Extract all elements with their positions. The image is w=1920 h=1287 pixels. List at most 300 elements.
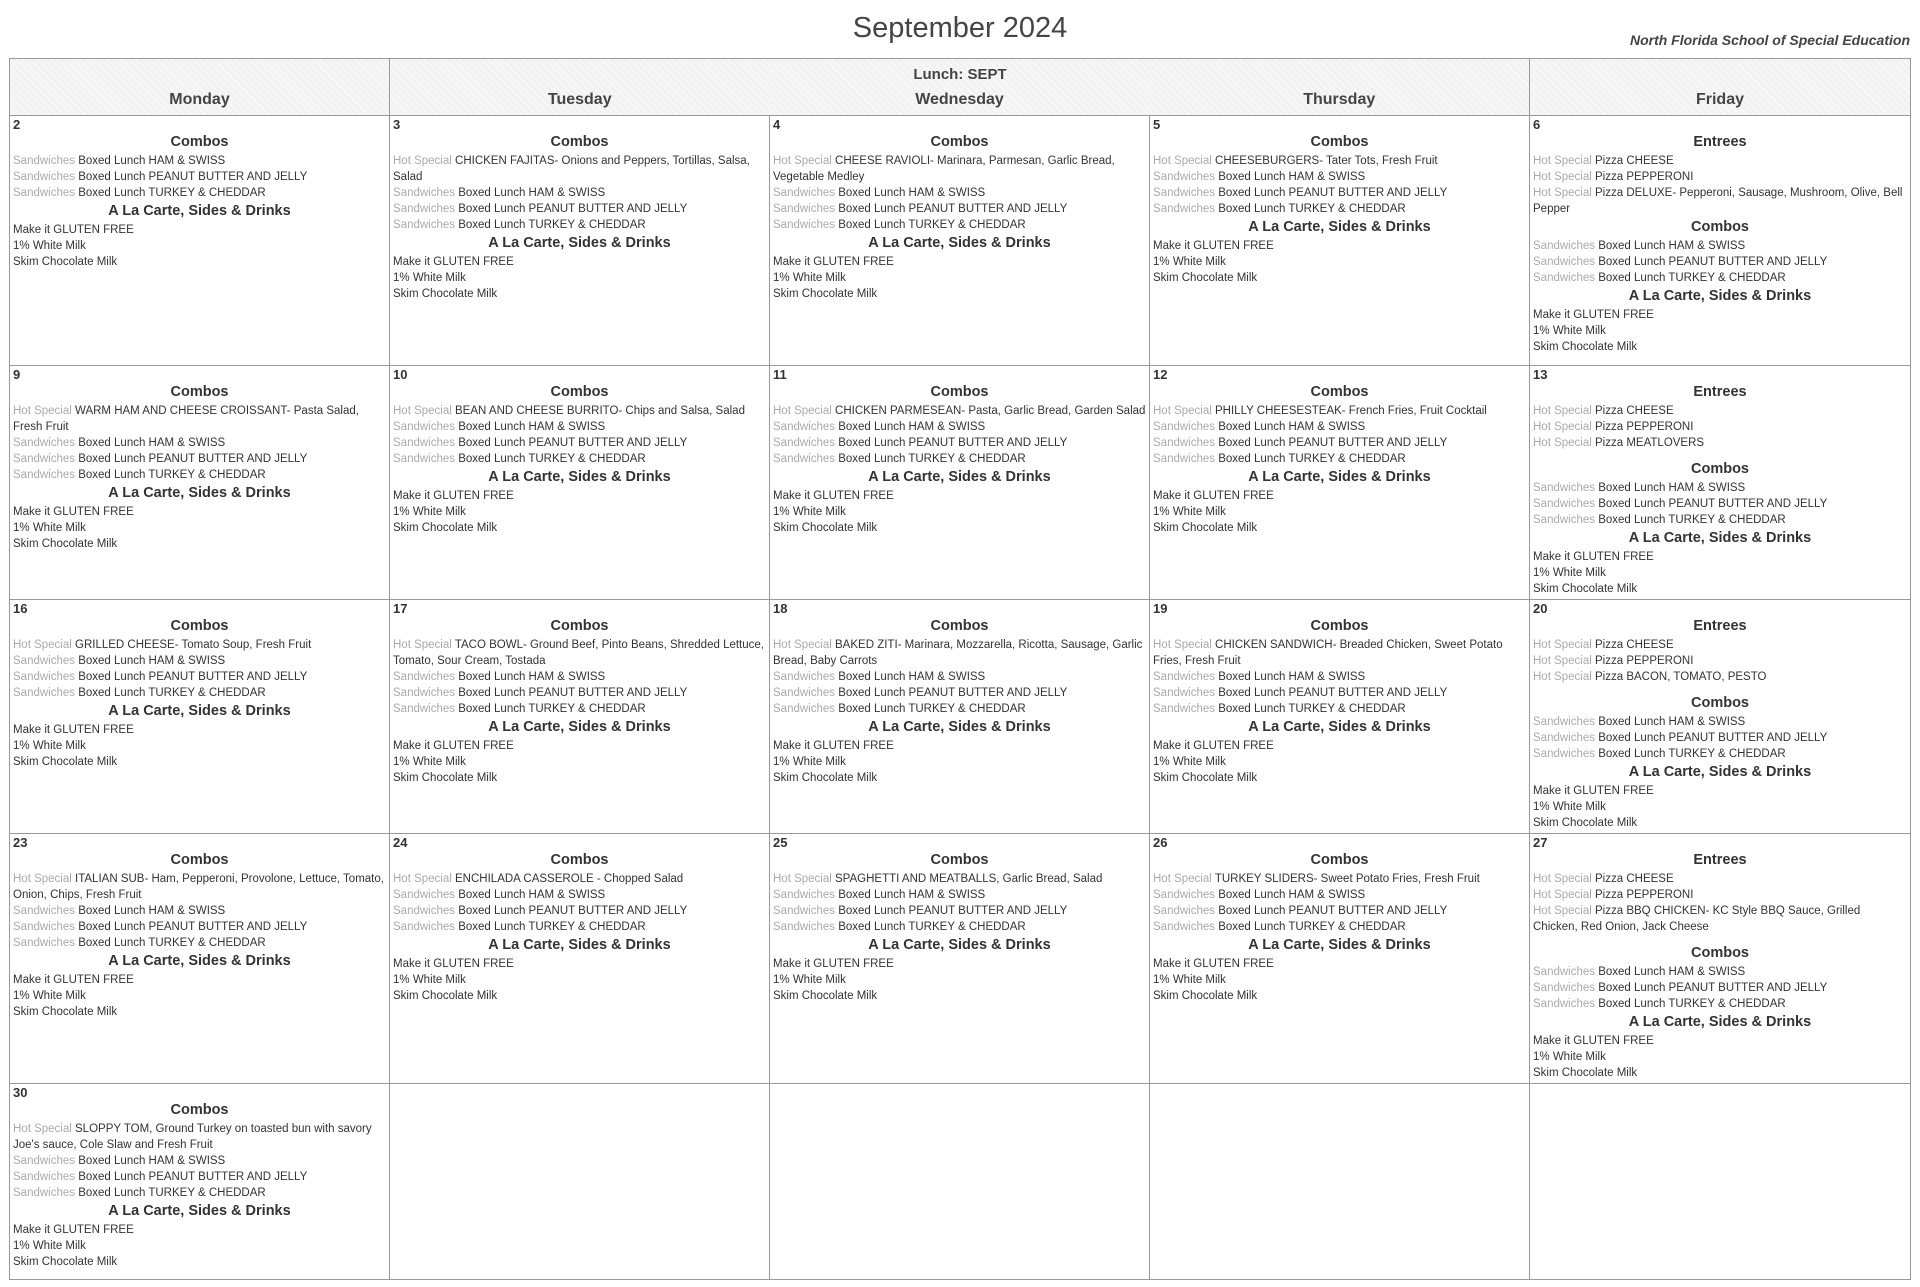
item-text: Boxed Lunch TURKEY & CHEDDAR — [1218, 203, 1406, 215]
page-title: September 2024 — [852, 12, 1068, 44]
alacarte-item: 1% White Milk — [1153, 974, 1226, 986]
menu-item — [1533, 637, 1907, 653]
item-text: Boxed Lunch HAM & SWISS — [1598, 240, 1746, 252]
calendar-table — [9, 58, 1911, 1280]
section-heading-alacarte: A La Carte, Sides & Drinks — [1628, 288, 1812, 304]
day-cell — [1530, 366, 1911, 600]
alacarte-item: 1% White Milk — [1533, 567, 1606, 579]
item-category: Sandwiches — [773, 453, 836, 465]
section-heading-combos: Combos — [1310, 134, 1369, 150]
day-cell — [1150, 116, 1530, 366]
section-heading-combos: Combos — [930, 134, 989, 150]
alacarte-item: Skim Chocolate Milk — [13, 538, 118, 550]
section-heading-combos: Combos — [550, 618, 609, 634]
day-cell — [770, 834, 1150, 1084]
item-category: Sandwiches — [1153, 171, 1216, 183]
menu-item — [1533, 996, 1907, 1012]
menu-item — [393, 451, 766, 467]
item-category: Hot Special — [1533, 671, 1592, 683]
item-category: Sandwiches — [1533, 514, 1596, 526]
menu-item — [393, 669, 766, 685]
item-text: WARM HAM AND CHEESE CROISSANT- Pasta Salad, Fresh Fruit — [13, 405, 359, 433]
item-text: Boxed Lunch TURKEY & CHEDDAR — [838, 219, 1026, 231]
item-category: Hot Special — [1533, 405, 1592, 417]
item-text: BEAN AND CHEESE BURRITO- Chips and Salsa, Salad — [455, 405, 745, 417]
alacarte-item: Skim Chocolate Milk — [773, 772, 878, 784]
item-text: Pizza MEATLOVERS — [1595, 437, 1705, 449]
alacarte-item: 1% White Milk — [1533, 325, 1606, 337]
section-heading-alacarte: A La Carte, Sides & Drinks — [108, 953, 291, 969]
menu-item — [773, 201, 1146, 217]
item-text: Boxed Lunch TURKEY & CHEDDAR — [458, 219, 646, 231]
menu-item — [1153, 887, 1526, 903]
item-text: Boxed Lunch PEANUT BUTTER AND JELLY — [78, 453, 308, 465]
item-text: Boxed Lunch PEANUT BUTTER AND JELLY — [1218, 187, 1448, 199]
alacarte-item: 1% White Milk — [773, 506, 846, 518]
alacarte-item: Make it GLUTEN FREE — [13, 724, 134, 736]
menu-item — [1533, 887, 1907, 903]
alacarte-item: 1% White Milk — [13, 1240, 86, 1252]
alacarte-item: Skim Chocolate Milk — [1533, 341, 1638, 353]
day-cell — [1150, 600, 1530, 834]
menu-item — [13, 169, 386, 185]
menu-item — [393, 903, 766, 919]
item-category: Sandwiches — [393, 421, 456, 433]
alacarte-item: 1% White Milk — [1153, 256, 1226, 268]
day-number: 12 — [1153, 367, 1168, 382]
menu-item — [13, 403, 386, 435]
item-category: Sandwiches — [773, 703, 836, 715]
day-number: 10 — [393, 367, 408, 382]
day-number: 9 — [13, 367, 21, 382]
item-text: Boxed Lunch HAM & SWISS — [458, 421, 606, 433]
item-text: Boxed Lunch HAM & SWISS — [1218, 171, 1366, 183]
menu-item — [773, 435, 1146, 451]
weekday-header-friday — [1530, 59, 1911, 116]
day-cell — [10, 834, 390, 1084]
item-category: Sandwiches — [1153, 671, 1216, 683]
item-text: Boxed Lunch TURKEY & CHEDDAR — [78, 1187, 266, 1199]
alacarte-item: 1% White Milk — [773, 272, 846, 284]
item-category: Sandwiches — [13, 671, 76, 683]
item-text: CHICKEN PARMESEAN- Pasta, Garlic Bread, Garden Salad — [835, 405, 1146, 417]
item-text: Boxed Lunch TURKEY & CHEDDAR — [1598, 514, 1786, 526]
item-text: Boxed Lunch HAM & SWISS — [838, 421, 986, 433]
item-text: Boxed Lunch PEANUT BUTTER AND JELLY — [1598, 732, 1828, 744]
menu-item — [393, 887, 766, 903]
alacarte-item: Make it GLUTEN FREE — [773, 490, 894, 502]
day-number: 6 — [1533, 117, 1541, 132]
item-category: Hot Special — [393, 873, 452, 885]
item-text: Boxed Lunch PEANUT BUTTER AND JELLY — [838, 437, 1068, 449]
item-category: Sandwiches — [1153, 905, 1216, 917]
alacarte-item: Skim Chocolate Milk — [1533, 1067, 1638, 1079]
section-heading-combos: Combos — [930, 618, 989, 634]
menu-item — [1153, 185, 1526, 201]
item-category: Hot Special — [773, 405, 832, 417]
section-heading-alacarte: A La Carte, Sides & Drinks — [108, 1203, 291, 1219]
item-text: Boxed Lunch HAM & SWISS — [78, 655, 226, 667]
alacarte-item: 1% White Milk — [773, 974, 846, 986]
menu-item — [393, 419, 766, 435]
menu-item — [1153, 669, 1526, 685]
section-heading-alacarte: A La Carte, Sides & Drinks — [1628, 530, 1812, 546]
menu-item — [773, 871, 1146, 887]
menu-item — [393, 153, 766, 185]
item-text: Boxed Lunch HAM & SWISS — [1218, 671, 1366, 683]
section-heading-combos: Combos — [930, 852, 989, 868]
day-number: 2 — [13, 117, 21, 132]
day-cell — [770, 600, 1150, 834]
day-number: 27 — [1533, 835, 1548, 850]
day-cell — [1530, 600, 1911, 834]
section-heading-alacarte: A La Carte, Sides & Drinks — [488, 235, 671, 251]
menu-item — [1533, 512, 1907, 528]
menu-item — [13, 435, 386, 451]
menu-item — [1533, 270, 1907, 286]
item-text: Boxed Lunch HAM & SWISS — [78, 437, 226, 449]
alacarte-item: Make it GLUTEN FREE — [773, 958, 894, 970]
section-heading-combos: Combos — [1691, 461, 1749, 477]
item-text: Boxed Lunch PEANUT BUTTER AND JELLY — [78, 171, 308, 183]
item-text: Boxed Lunch PEANUT BUTTER AND JELLY — [838, 687, 1068, 699]
menu-item — [773, 637, 1146, 669]
item-category: Sandwiches — [1153, 687, 1216, 699]
item-category: Hot Special — [1153, 155, 1212, 167]
section-heading-entrees: Entrees — [1693, 134, 1747, 150]
item-text: Boxed Lunch PEANUT BUTTER AND JELLY — [458, 905, 688, 917]
section-heading-alacarte: A La Carte, Sides & Drinks — [108, 485, 291, 501]
day-number: 16 — [13, 601, 28, 616]
item-text: Boxed Lunch TURKEY & CHEDDAR — [1598, 272, 1786, 284]
day-number: 19 — [1153, 601, 1168, 616]
menu-item — [393, 685, 766, 701]
menu-item — [773, 451, 1146, 467]
alacarte-item: Make it GLUTEN FREE — [393, 958, 514, 970]
alacarte-item: 1% White Milk — [393, 756, 466, 768]
item-text: Boxed Lunch HAM & SWISS — [1218, 889, 1366, 901]
weekday-label: Thursday — [1303, 91, 1376, 108]
item-category: Sandwiches — [13, 921, 76, 933]
item-text: SPAGHETTI AND MEATBALLS, Garlic Bread, Salad — [835, 873, 1103, 885]
alacarte-item: 1% White Milk — [393, 506, 466, 518]
item-category: Sandwiches — [393, 671, 456, 683]
day-number: 24 — [393, 835, 408, 850]
alacarte-item: Skim Chocolate Milk — [13, 1256, 118, 1268]
item-text: Boxed Lunch PEANUT BUTTER AND JELLY — [1598, 498, 1828, 510]
item-text: Boxed Lunch HAM & SWISS — [1598, 482, 1746, 494]
item-text: CHICKEN FAJITAS- Onions and Peppers, Tortillas, Salsa, Salad — [393, 155, 750, 183]
item-text: Boxed Lunch HAM & SWISS — [78, 1155, 226, 1167]
item-text: Boxed Lunch PEANUT BUTTER AND JELLY — [1598, 982, 1828, 994]
menu-item — [773, 403, 1146, 419]
item-category: Sandwiches — [1153, 703, 1216, 715]
menu-item — [1153, 201, 1526, 217]
section-heading-combos: Combos — [1310, 618, 1369, 634]
section-heading-alacarte: A La Carte, Sides & Drinks — [868, 937, 1051, 953]
day-cell — [1150, 366, 1530, 600]
menu-item — [1533, 496, 1907, 512]
item-text: Pizza CHEESE — [1595, 155, 1674, 167]
menu-item — [1153, 919, 1526, 935]
item-category: Sandwiches — [393, 453, 456, 465]
menu-item — [13, 185, 386, 201]
item-category: Sandwiches — [393, 437, 456, 449]
alacarte-item: Skim Chocolate Milk — [393, 990, 498, 1002]
spacer — [1533, 935, 1907, 943]
item-text: CHEESE RAVIOLI- Marinara, Parmesan, Garlic Bread, Vegetable Medley — [773, 155, 1115, 183]
menu-item — [1153, 685, 1526, 701]
day-number: 13 — [1533, 367, 1548, 382]
item-text: Boxed Lunch TURKEY & CHEDDAR — [1218, 453, 1406, 465]
alacarte-item: Skim Chocolate Milk — [773, 522, 878, 534]
item-category: Sandwiches — [773, 203, 836, 215]
alacarte-item: Make it GLUTEN FREE — [393, 740, 514, 752]
item-text: Boxed Lunch PEANUT BUTTER AND JELLY — [458, 437, 688, 449]
item-text: Boxed Lunch TURKEY & CHEDDAR — [458, 453, 646, 465]
section-heading-alacarte: A La Carte, Sides & Drinks — [1248, 469, 1431, 485]
menu-item — [1533, 714, 1907, 730]
day-number: 30 — [13, 1085, 28, 1100]
alacarte-item: 1% White Milk — [773, 756, 846, 768]
week-row — [10, 600, 1911, 834]
day-cell — [10, 116, 390, 366]
item-text: Boxed Lunch PEANUT BUTTER AND JELLY — [1218, 437, 1448, 449]
alacarte-item: Skim Chocolate Milk — [13, 256, 118, 268]
item-category: Hot Special — [13, 405, 72, 417]
day-number: 5 — [1153, 117, 1161, 132]
item-text: Boxed Lunch HAM & SWISS — [78, 155, 226, 167]
item-category: Sandwiches — [393, 905, 456, 917]
day-cell — [770, 116, 1150, 366]
item-text: Boxed Lunch HAM & SWISS — [458, 889, 606, 901]
alacarte-item: Skim Chocolate Milk — [1153, 990, 1258, 1002]
menu-item — [773, 669, 1146, 685]
item-category: Sandwiches — [1153, 421, 1216, 433]
menu-item — [1533, 435, 1907, 451]
item-category: Hot Special — [13, 873, 72, 885]
menu-item — [13, 935, 386, 951]
menu-item — [1153, 153, 1526, 169]
menu-item — [13, 871, 386, 903]
item-text: Boxed Lunch HAM & SWISS — [78, 905, 226, 917]
item-category: Hot Special — [1533, 171, 1592, 183]
item-text: Boxed Lunch HAM & SWISS — [458, 671, 606, 683]
day-number: 26 — [1153, 835, 1168, 850]
item-category: Hot Special — [393, 405, 452, 417]
weekday-label: Monday — [169, 91, 230, 108]
menu-item — [1533, 419, 1907, 435]
item-text: Boxed Lunch TURKEY & CHEDDAR — [458, 921, 646, 933]
menu-item — [1533, 730, 1907, 746]
item-category: Sandwiches — [13, 905, 76, 917]
alacarte-item: Skim Chocolate Milk — [393, 522, 498, 534]
item-category: Sandwiches — [773, 421, 836, 433]
item-category: Sandwiches — [1533, 732, 1596, 744]
item-category: Sandwiches — [1533, 982, 1596, 994]
day-number: 20 — [1533, 601, 1548, 616]
item-text: Boxed Lunch PEANUT BUTTER AND JELLY — [78, 921, 308, 933]
item-category: Sandwiches — [13, 187, 76, 199]
menu-item — [13, 669, 386, 685]
item-category: Sandwiches — [773, 671, 836, 683]
menu-item — [773, 701, 1146, 717]
item-text: Boxed Lunch PEANUT BUTTER AND JELLY — [458, 203, 688, 215]
item-text: Boxed Lunch HAM & SWISS — [838, 889, 986, 901]
item-category: Sandwiches — [1153, 453, 1216, 465]
section-heading-combos: Combos — [1310, 384, 1369, 400]
weekday-label: Friday — [1695, 91, 1744, 108]
alacarte-item: 1% White Milk — [393, 272, 466, 284]
alacarte-item: Make it GLUTEN FREE — [1153, 958, 1274, 970]
alacarte-item: 1% White Milk — [13, 240, 86, 252]
item-text: ITALIAN SUB- Ham, Pepperoni, Provolone, Lettuce, Tomato, Onion, Chips, Fresh Fruit — [13, 873, 384, 901]
menu-item — [1533, 964, 1907, 980]
week-row — [10, 834, 1911, 1084]
item-category: Sandwiches — [773, 687, 836, 699]
item-category: Hot Special — [13, 639, 72, 651]
item-text: Boxed Lunch PEANUT BUTTER AND JELLY — [458, 687, 688, 699]
item-text: Boxed Lunch HAM & SWISS — [1598, 966, 1746, 978]
item-category: Sandwiches — [1153, 921, 1216, 933]
day-cell — [10, 366, 390, 600]
item-text: Pizza PEPPERONI — [1595, 171, 1694, 183]
spacer — [1533, 685, 1907, 693]
item-category: Sandwiches — [773, 905, 836, 917]
item-text: Pizza PEPPERONI — [1595, 421, 1694, 433]
item-category: Sandwiches — [13, 155, 76, 167]
item-text: Boxed Lunch PEANUT BUTTER AND JELLY — [78, 1171, 308, 1183]
item-text: Boxed Lunch PEANUT BUTTER AND JELLY — [838, 905, 1068, 917]
item-text: Pizza PEPPERONI — [1595, 655, 1694, 667]
alacarte-item: 1% White Milk — [1533, 1051, 1606, 1063]
item-category: Sandwiches — [393, 921, 456, 933]
alacarte-item: Make it GLUTEN FREE — [1153, 740, 1274, 752]
item-category: Hot Special — [393, 639, 452, 651]
item-category: Hot Special — [1533, 155, 1592, 167]
section-heading-alacarte: A La Carte, Sides & Drinks — [868, 235, 1051, 251]
item-text: Boxed Lunch TURKEY & CHEDDAR — [1218, 921, 1406, 933]
item-category: Hot Special — [1533, 905, 1592, 917]
item-text: Boxed Lunch PEANUT BUTTER AND JELLY — [78, 671, 308, 683]
alacarte-item: 1% White Milk — [13, 990, 86, 1002]
item-category: Sandwiches — [13, 469, 76, 481]
item-category: Sandwiches — [13, 937, 76, 949]
alacarte-item: Skim Chocolate Milk — [1153, 772, 1258, 784]
day-cell — [10, 1084, 390, 1280]
menu-item — [1153, 403, 1526, 419]
menu-item — [13, 903, 386, 919]
day-number: 4 — [773, 117, 781, 132]
day-cell — [1150, 834, 1530, 1084]
menu-item — [1153, 637, 1526, 669]
menu-item — [773, 153, 1146, 185]
section-heading-alacarte: A La Carte, Sides & Drinks — [1248, 937, 1431, 953]
alacarte-item: 1% White Milk — [13, 522, 86, 534]
item-text: Boxed Lunch HAM & SWISS — [1598, 716, 1746, 728]
day-number: 17 — [393, 601, 408, 616]
section-heading-combos: Combos — [1691, 945, 1749, 961]
item-category: Hot Special — [1533, 421, 1592, 433]
week-row — [10, 366, 1911, 600]
menu-item — [773, 419, 1146, 435]
menu-item — [1533, 254, 1907, 270]
menu-item — [13, 919, 386, 935]
section-heading-combos: Combos — [550, 134, 609, 150]
item-category: Sandwiches — [1153, 437, 1216, 449]
alacarte-item: Skim Chocolate Milk — [1533, 817, 1638, 829]
day-cell — [10, 600, 390, 834]
menu-item — [1533, 653, 1907, 669]
section-heading-alacarte: A La Carte, Sides & Drinks — [868, 719, 1051, 735]
item-category: Sandwiches — [773, 437, 836, 449]
section-heading-combos: Combos — [550, 384, 609, 400]
alacarte-item: Make it GLUTEN FREE — [1153, 240, 1274, 252]
day-cell — [390, 600, 770, 834]
item-category: Sandwiches — [1533, 482, 1596, 494]
item-category: Sandwiches — [13, 171, 76, 183]
menu-item — [13, 153, 386, 169]
alacarte-item: Skim Chocolate Milk — [13, 756, 118, 768]
item-category: Sandwiches — [1533, 748, 1596, 760]
alacarte-item: Make it GLUTEN FREE — [773, 740, 894, 752]
alacarte-item: Make it GLUTEN FREE — [1153, 490, 1274, 502]
section-heading-combos: Combos — [930, 384, 989, 400]
item-text: Boxed Lunch PEANUT BUTTER AND JELLY — [1218, 905, 1448, 917]
alacarte-item: Make it GLUTEN FREE — [1533, 309, 1654, 321]
section-heading-alacarte: A La Carte, Sides & Drinks — [868, 469, 1051, 485]
item-text: Pizza DELUXE- Pepperoni, Sausage, Mushroom, Olive, Bell Pepper — [1533, 187, 1903, 215]
alacarte-item: 1% White Milk — [1153, 506, 1226, 518]
menu-item — [393, 435, 766, 451]
item-category: Sandwiches — [1533, 272, 1596, 284]
alacarte-item: Skim Chocolate Milk — [13, 1006, 118, 1018]
item-category: Sandwiches — [773, 187, 836, 199]
item-text: Boxed Lunch TURKEY & CHEDDAR — [1218, 703, 1406, 715]
item-text: Boxed Lunch TURKEY & CHEDDAR — [838, 453, 1026, 465]
school-name: North Florida School of Special Education — [1629, 32, 1910, 48]
item-text: Boxed Lunch TURKEY & CHEDDAR — [838, 703, 1026, 715]
item-category: Sandwiches — [773, 219, 836, 231]
day-cell — [770, 366, 1150, 600]
menu-item — [13, 467, 386, 483]
alacarte-item: 1% White Milk — [393, 974, 466, 986]
day-number: 11 — [773, 367, 787, 382]
item-text: SLOPPY TOM, Ground Turkey on toasted bun with savory Joe's sauce, Cole Slaw and Fresh Fruit — [13, 1123, 372, 1151]
item-category: Hot Special — [1533, 889, 1592, 901]
menu-item — [393, 919, 766, 935]
alacarte-item: Skim Chocolate Milk — [393, 772, 498, 784]
item-text: Pizza CHEESE — [1595, 873, 1674, 885]
item-category: Sandwiches — [13, 453, 76, 465]
item-category: Hot Special — [1533, 873, 1592, 885]
section-heading-combos: Combos — [170, 852, 229, 868]
menu-item — [773, 685, 1146, 701]
section-heading-alacarte: A La Carte, Sides & Drinks — [1248, 219, 1431, 235]
menu-item — [1153, 451, 1526, 467]
alacarte-item: 1% White Milk — [1533, 801, 1606, 813]
alacarte-item: Make it GLUTEN FREE — [13, 506, 134, 518]
day-number: 25 — [773, 835, 788, 850]
item-text: Pizza CHEESE — [1595, 639, 1674, 651]
menu-item — [393, 403, 766, 419]
item-text: PHILLY CHEESESTEAK- French Fries, Fruit Cocktail — [1215, 405, 1487, 417]
item-category: Sandwiches — [13, 1171, 76, 1183]
item-category: Sandwiches — [393, 687, 456, 699]
empty-day-cell — [770, 1084, 1150, 1280]
item-text: Pizza PEPPERONI — [1595, 889, 1694, 901]
section-heading-combos: Combos — [170, 618, 229, 634]
